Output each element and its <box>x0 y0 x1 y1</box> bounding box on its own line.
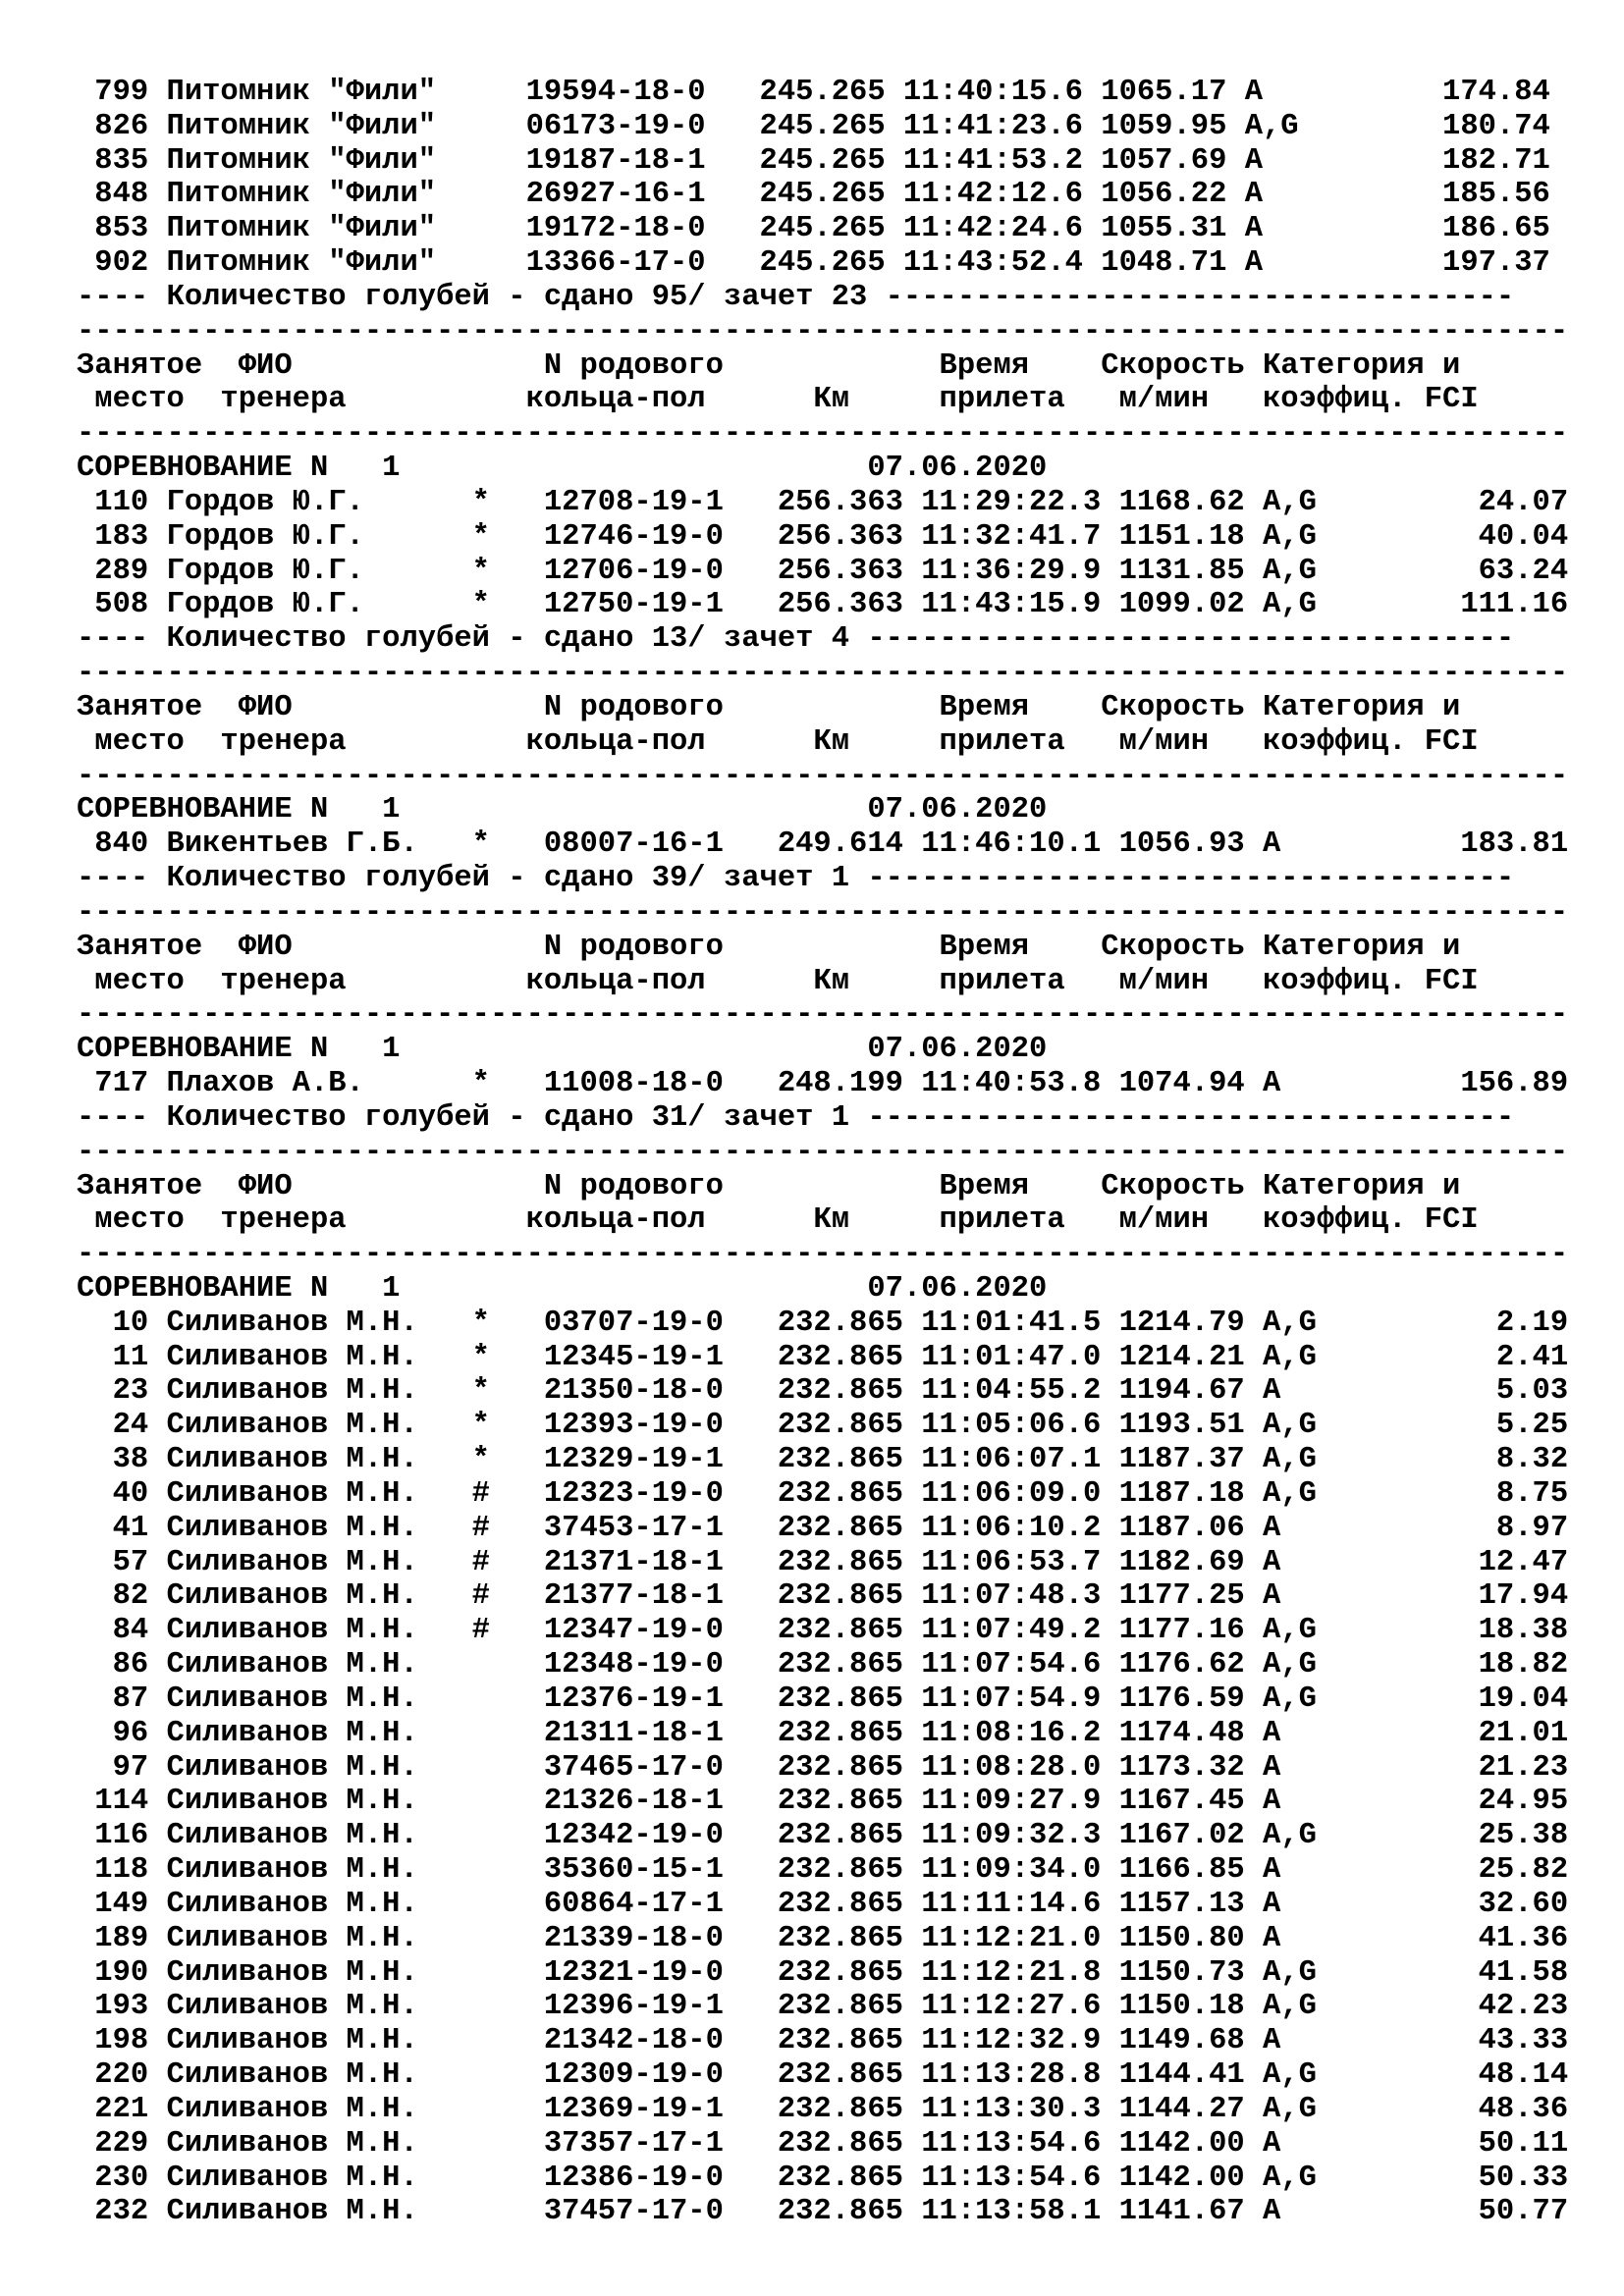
column-header-line: Занятое ФИО N родового Время Скорость Категория и <box>77 348 1461 383</box>
separator-line: ----------------------------------------------------------------------------------- <box>77 657 1569 691</box>
result-row: 114 Силиванов М.Н. 21326-18-1 232.865 11:09:27.9 1167.45 A 24.95 <box>77 1785 1569 1819</box>
column-header-line: Занятое ФИО N родового Время Скорость Категория и <box>77 930 1461 964</box>
result-row: 97 Силиванов М.Н. 37465-17-0 232.865 11:08:28.0 1173.32 A 21.23 <box>77 1750 1569 1785</box>
result-row: 96 Силиванов М.Н. 21311-18-1 232.865 11:08:16.2 1174.48 A 21.01 <box>77 1716 1569 1750</box>
result-row: 23 Силиванов М.Н. * 21350-18-0 232.865 11:04:55.2 1194.67 A 5.03 <box>77 1374 1569 1409</box>
result-row: 232 Силиванов М.Н. 37457-17-0 232.865 11:13:58.1 1141.67 A 50.77 <box>77 2195 1569 2229</box>
result-row: 118 Силиванов М.Н. 35360-15-1 232.865 11:09:34.0 1166.85 A 25.82 <box>77 1853 1569 1888</box>
result-row: 84 Силиванов М.Н. # 12347-19-0 232.865 11:07:49.2 1177.16 A,G 18.38 <box>77 1614 1569 1648</box>
result-row: 289 Гордов Ю.Г. * 12706-19-0 256.363 11:36:29.9 1131.85 A,G 63.24 <box>77 554 1569 588</box>
result-row: 799 Питомник "Фили" 19594-18-0 245.265 11:40:15.6 1065.17 A 174.84 <box>77 76 1550 109</box>
competition-line: СОРЕВНОВАНИЕ N 1 07.06.2020 <box>77 793 1048 828</box>
result-row: 193 Силиванов М.Н. 12396-19-1 232.865 11:12:27.6 1150.18 A,G 42.23 <box>77 1990 1569 2024</box>
separator-line: ----------------------------------------------------------------------------------- <box>77 998 1569 1033</box>
result-row: 10 Силиванов М.Н. * 03707-19-0 232.865 11:01:41.5 1214.79 A,G 2.19 <box>77 1306 1569 1340</box>
result-row: 183 Гордов Ю.Г. * 12746-19-0 256.363 11:32:41.7 1151.18 A,G 40.04 <box>77 519 1569 554</box>
competition-line: СОРЕВНОВАНИЕ N 1 07.06.2020 <box>77 1033 1048 1067</box>
result-row: 189 Силиванов М.Н. 21339-18-0 232.865 11:12:21.0 1150.80 A 41.36 <box>77 1921 1569 1955</box>
column-header-line: место тренера кольца-пол Км прилета м/мин коэффиц. FCI <box>77 1203 1479 1238</box>
result-row: 38 Силиванов М.Н. * 12329-19-1 232.865 11:06:07.1 1187.37 A,G 8.32 <box>77 1443 1569 1477</box>
column-header-line: Занятое ФИО N родового Время Скорость Категория и <box>77 1169 1461 1203</box>
result-row: 11 Силиванов М.Н. * 12345-19-1 232.865 11:01:47.0 1214.21 A,G 2.41 <box>77 1340 1569 1374</box>
summary-line: ---- Количество голубей - сдано 31/ зачет 1 ------------------------------------ <box>77 1100 1515 1135</box>
results-report <box>77 76 1568 2229</box>
separator-line: ----------------------------------------------------------------------------------- <box>77 314 1569 348</box>
summary-line: ---- Количество голубей - сдано 39/ зачет 1 ------------------------------------ <box>77 862 1515 896</box>
separator-line: ----------------------------------------------------------------------------------- <box>77 759 1569 793</box>
result-row: 86 Силиванов М.Н. 12348-19-0 232.865 11:07:54.6 1176.62 A,G 18.82 <box>77 1648 1569 1682</box>
result-row: 110 Гордов Ю.Г. * 12708-19-1 256.363 11:29:22.3 1168.62 A,G 24.07 <box>77 485 1569 519</box>
separator-line: ----------------------------------------------------------------------------------- <box>77 895 1569 930</box>
result-row: 826 Питомник "Фили" 06173-19-0 245.265 11:41:23.6 1059.95 A,G 180.74 <box>77 109 1550 143</box>
column-header-line: Занятое ФИО N родового Время Скорость Категория и <box>77 690 1461 724</box>
result-row: 24 Силиванов М.Н. * 12393-19-0 232.865 11:05:06.6 1193.51 A,G 5.25 <box>77 1409 1569 1443</box>
competition-line: СОРЕВНОВАНИЕ N 1 07.06.2020 <box>77 1271 1048 1306</box>
separator-line: ----------------------------------------------------------------------------------- <box>77 1238 1569 1272</box>
result-row: 116 Силиванов М.Н. 12342-19-0 232.865 11:09:32.3 1167.02 A,G 25.38 <box>77 1819 1569 1853</box>
result-row: 57 Силиванов М.Н. # 21371-18-1 232.865 11:06:53.7 1182.69 A 12.47 <box>77 1545 1569 1579</box>
result-row: 190 Силиванов М.Н. 12321-19-0 232.865 11:12:21.8 1150.73 A,G 41.58 <box>77 1955 1569 1990</box>
result-row: 835 Питомник "Фили" 19187-18-1 245.265 11:41:53.2 1057.69 A 182.71 <box>77 143 1550 178</box>
separator-line: ----------------------------------------------------------------------------------- <box>77 417 1569 452</box>
result-row: 198 Силиванов М.Н. 21342-18-0 232.865 11:12:32.9 1149.68 A 43.33 <box>77 2024 1569 2058</box>
column-header-line: место тренера кольца-пол Км прилета м/мин коэффиц. FCI <box>77 964 1479 998</box>
result-row: 87 Силиванов М.Н. 12376-19-1 232.865 11:07:54.9 1176.59 A,G 19.04 <box>77 1682 1569 1716</box>
result-row: 717 Плахов А.В. * 11008-18-0 248.199 11:40:53.8 1074.94 A 156.89 <box>77 1067 1569 1101</box>
result-row: 230 Силиванов М.Н. 12386-19-0 232.865 11:13:54.6 1142.00 A,G 50.33 <box>77 2161 1569 2195</box>
result-row: 82 Силиванов М.Н. # 21377-18-1 232.865 11:07:48.3 1177.25 A 17.94 <box>77 1579 1569 1614</box>
competition-line: СОРЕВНОВАНИЕ N 1 07.06.2020 <box>77 452 1048 486</box>
result-row: 848 Питомник "Фили" 26927-16-1 245.265 11:42:12.6 1056.22 A 185.56 <box>77 178 1550 212</box>
column-header-line: место тренера кольца-пол Км прилета м/мин коэффиц. FCI <box>77 383 1479 417</box>
result-row: 220 Силиванов М.Н. 12309-19-0 232.865 11:13:28.8 1144.41 A,G 48.14 <box>77 2058 1569 2093</box>
result-row: 840 Викентьев Г.Б. * 08007-16-1 249.614 11:46:10.1 1056.93 A 183.81 <box>77 828 1569 862</box>
result-row: 853 Питомник "Фили" 19172-18-0 245.265 11:42:24.6 1055.31 A 186.65 <box>77 212 1550 246</box>
result-row: 902 Питомник "Фили" 13366-17-0 245.265 11:43:52.4 1048.71 A 197.37 <box>77 246 1550 281</box>
summary-line: ---- Количество голубей - сдано 13/ зачет 4 ------------------------------------ <box>77 622 1515 657</box>
summary-line: ---- Количество голубей - сдано 95/ зачет 23 ----------------------------------- <box>77 280 1515 314</box>
result-row: 40 Силиванов М.Н. # 12323-19-0 232.865 11:06:09.0 1187.18 A,G 8.75 <box>77 1476 1569 1511</box>
separator-line: ----------------------------------------------------------------------------------- <box>77 1135 1569 1169</box>
result-row: 229 Силиванов М.Н. 37357-17-1 232.865 11:13:54.6 1142.00 A 50.11 <box>77 2126 1569 2161</box>
result-row: 221 Силиванов М.Н. 12369-19-1 232.865 11:13:30.3 1144.27 A,G 48.36 <box>77 2092 1569 2126</box>
result-row: 41 Силиванов М.Н. # 37453-17-1 232.865 11:06:10.2 1187.06 A 8.97 <box>77 1511 1569 1545</box>
result-row: 149 Силиванов М.Н. 60864-17-1 232.865 11:11:14.6 1157.13 A 32.60 <box>77 1887 1569 1921</box>
column-header-line: место тренера кольца-пол Км прилета м/мин коэффиц. FCI <box>77 724 1479 759</box>
result-row: 508 Гордов Ю.Г. * 12750-19-1 256.363 11:43:15.9 1099.02 A,G 111.16 <box>77 588 1569 622</box>
